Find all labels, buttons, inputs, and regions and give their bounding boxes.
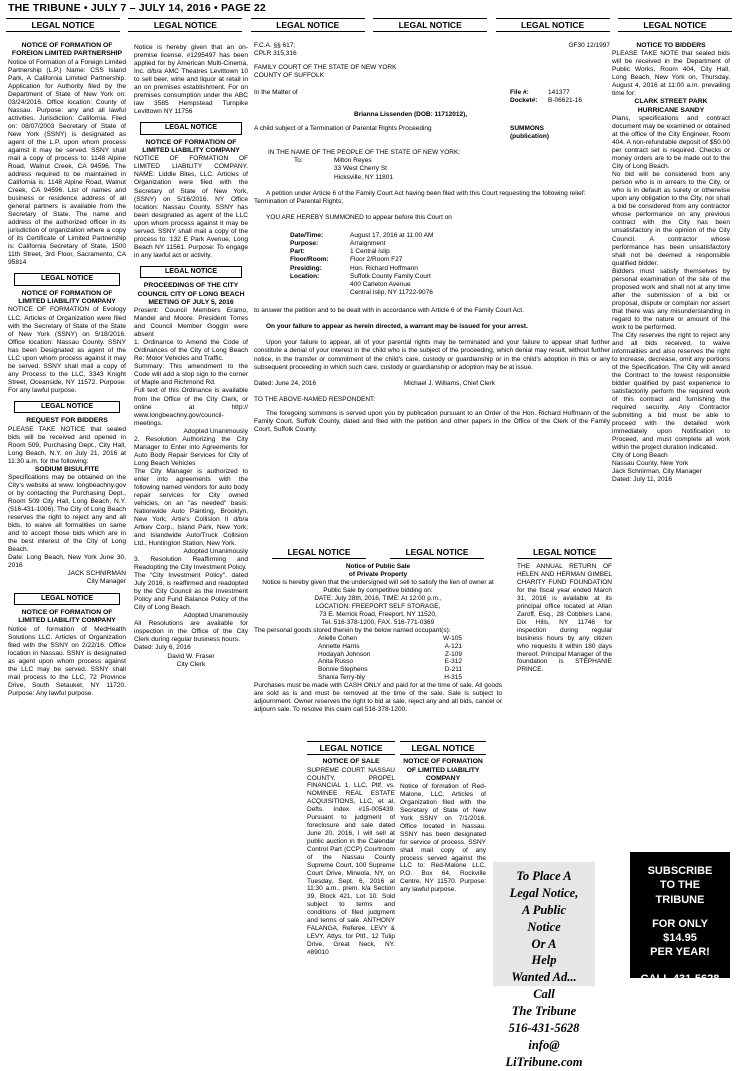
signature-name: JACK SCHNIRMAN [67,570,126,578]
notice-date: Date: Long Beach, New York June 30, 2016 [8,554,126,570]
project-name: CLARK STREET PARK [634,98,708,106]
ad-line: PER YEAR! [650,946,710,959]
occupant-row [318,643,462,651]
ad-website: LiTribune.com [505,1054,583,1069]
notice-of-sale [307,741,395,957]
notice-body: THE ANNUAL RETURN OF HELEN AND HERMAN GIMBEL CHARITY FUND FOUNDATION for the fiscal year ended March 31, 2016 is available at its principal office located at Allan Zaroff, Esq., 28 Cobblers Lane, Dix Hills, NY 11746 for inspection during regular business hours by any citizen who requests it within 180 days thereof. Principal Manager of the foundation is STEPHANIE PRINCE. [517,563,612,674]
legal-notice-label: LEGAL NOTICE [307,741,395,755]
summons-paragraph: YOU ARE HEREBY SUMMONED to appear before this Court on [266,213,452,221]
occupant-name: Anita Russo [318,658,354,666]
respondent-heading: TO THE ABOVE-NAMED RESPONDENT: [254,395,376,403]
respondent-city: Hicksville, NY 11801 [334,173,394,181]
ad-line: Or A [531,936,557,951]
ad-line: FOR ONLY [652,917,708,930]
detail-label: Floor/Room: [290,256,329,264]
legal-notice-label: LEGAL NOTICE [14,401,120,414]
signature-title: City Clerk [176,660,206,668]
notice-body: 1. Ordinance to Amend the Code of Ordinances of the City of Long Beach Re: Motor Vehicles and Traffic. [134,339,248,363]
ad-line: TRIBUNE [655,893,705,906]
summons-date: Dated: June 24, 2016 [254,379,317,387]
summons-paragraph: Upon your failure to appear, all of your parental rights may be terminated and your failure to appear shall further constitute a denial of your interest in the child who is the subject of the proceeding, which denial may result, without further notice, in the transfer or commitment of the child's care, custody or guardianship or in the child's adoption in this or any subsequent proceeding in which such care, custody or guardianship or adoption may be at issue. [254,339,610,371]
signature-line: City of Long Beach [612,452,668,460]
detail-label: Date/Time: [290,232,324,239]
notice-date: Dated: July 6, 2016 [134,644,191,652]
unit-number: A-121 [444,642,462,650]
adopted-note: Adopted Unanimously [183,427,248,435]
signature-line: Jack Schnirman, City Manager [612,468,702,476]
notice-body: Present: Council Members Eramo, Mandel and Moore. President Torres and Council Member Goggin were absent [134,307,248,339]
column-6 [612,42,730,484]
summons-paragraph: The foregoing summons is served upon you by publication pursuant to an Order of the Hon. Richard Hoffmann of the Family Court, Suffolk County, dated and filed with the petition and other papers in the Office of the Clerk of the Family Court, Suffolk County. [254,410,610,434]
page-header: THE TRIBUNE • JULY 7 – JULY 14, 2016 • PAGE 22 [8,2,266,14]
notice-title: NOTICE OF FORMATION OF LIMITED LIABILITY COMPANY [403,758,483,782]
chief-clerk: Michael J. Williams, Chief Clerk [404,379,496,387]
notice-title: PROCEEDINGS OF THE CITY COUNCIL CITY OF LONG BEACH MEETING OF JULY 5, 2016 [137,282,245,306]
notice-body: The City reserves the right to reject any and all bids received, to waive informalities and also reserves the right to increase, decrease, omit any portions of the Specification. The City will award the Contract to the lowest responsible bidder qualified by past experience to satisfactorily perform the required work of this contract and furnishing the required security. Any Contractor submitting a bid must be able to proceed with the detailed work immediately upon Notification to Proceed, and must complete all work within the project duration indicated. [612,331,730,452]
ad-line: Notice [527,919,561,934]
detail-label: Purpose: [290,240,319,248]
legal-notice-label: LEGAL NOTICE [496,18,610,32]
ad-line: SUBSCRIBE [647,865,713,877]
docket-label: Docket#: [510,96,538,104]
signature-title: City Manager [86,578,126,586]
sale-title: Notice of Public Sale [345,563,411,571]
unit-number: Z-109 [445,650,462,658]
notice-body: No bid will be considered from any person who is in arrears to the City, or who is in default as surety or otherwise upon any obligation to the City, nor shall a bid be considered from any contractor whose performance on any previous contract with the City has been unsatisfactory in the opinion of the City Council. A contractor whose performance has been unsatisfactory shall not be deemed a responsible qualified bidder. [612,171,730,267]
ad-line: Call [533,987,555,1002]
child-name: Brianna Lissenden (DOB: 11712012), [354,110,468,118]
to-label: To: [294,157,303,165]
notice-body: NOTICE OF FORMATION OF LIMITED LIABILITY COMPANY. NAME: Liddle Bites, LLC. Articles of Organization were filed with the Secretary of State of New York, (SSNY) on 5/16/2016. NY Office location: Nassau County. SSNY has been designated as agent of the LLC upon whom process against it may be served. SSNY shall mail a copy of the process to: 132 E Park Avenue, Long Beach NY 11561. Purpose: To engage in any lawful act or activity. [134,155,248,259]
ad-phone: 516-431-5628 [508,1020,580,1035]
people-heading: IN THE NAME OF THE PEOPLE OF THE STATE OF NEW YORK: [268,149,461,157]
notice-title: NOTICE OF SALE [322,758,380,766]
child-description: A child subject of a Termination of Parental Rights Proceeding [254,124,432,132]
warrant-warning: On your failure to appear as herein directed, a warrant may be issued for your arrest. [266,323,528,331]
notice-body: 3. Resolution Reaffirming and Readopting the City Investment Policy. [134,556,248,572]
ad-line: Wanted Ad... [511,970,577,985]
ad-phone: CALL 431-5628 [640,972,720,985]
sale-text: Purchases must be made with CASH ONLY and paid for at the time of sale. All goods are sold as is and must be removed at the time of the sale. Sale is subject to adjournment. Owner reserves the right to bid at sale, reject any and all bids, cancel or adjourn sale. To resolve this claim call 516-378-1200. [254,682,502,713]
ad-price: $14.95 [663,932,697,945]
notice-body: 2. Resolution Authorizing the City Manager to Enter into Agreements for Auto Body Repair Services for City of Long Beach Vehicles [134,435,248,467]
notice-title: NOTICE TO BIDDERS [636,42,706,49]
unit-number: D-211 [444,666,462,674]
ad-line: TO THE [659,879,701,892]
adopted-note: Adopted Unanimously [183,548,248,556]
file-label: File #: [510,88,529,96]
legal-notice-label: LEGAL NOTICE [14,273,120,286]
legal-notice-label: LEGAL NOTICE [390,546,484,559]
notice-body: PLEASE TAKE NOTICE that sealed bids will be received and opened in Room 509, Purchasing Dept., City Hall, Long Beach, N.Y. on July 21, 2016 at 11:30 a.m. for the following: [8,425,126,465]
notice-body: The City Manager is authorized to enter into agreements with the following named vendors for auto body repair services for City owned vehicles, on an "as needed" basis: Nationwide Auto Painting, Brooklyn, New York; Artie's Collision II d/b/a Artkev Corp., Island Park, New York; and Islandwide Auto/Truck Collision Ltd., Huntington Station, New York. [134,467,248,548]
notice-title: NOTICE OF FORMATION OF LIMITED LIABILITY COMPANY [18,289,116,306]
notice-body: Notice of Formation of a Foreign Limited Partnership (L.P.) Name: CSS Island Park, A California Limited Partnership. Application for Authority filed by the Department of State of New York on: 03/24/2016. Office location: County of Nassau. Purpose: any and all lawful activities. Jurisdiction: California. Filed on: 08/07/2003 Secretary of State of New York (SSNY) is designated as agent of the L.P. upon whom process against it may be served. SSNY shall mail a copy of process to: 1148 Alpine Road, Walnut Creek, CA 94596. The address required to be maintained in California is: 1148 Alpine Road, Walnut Creek, CA 94596. List of names and business or residence address of all general partners is available from the Secretary of State. The name and address of the authorized officer in its jurisdiction of organization where a copy of its Certificate of Limited Partnership is: California Secretary of State, 1500 11th Street, 3rd Floor, Sacramento, CA 95814 [8,58,126,267]
place-legal-notice-ad [493,862,595,1069]
legal-notice-label: LEGAL NOTICE [517,546,612,559]
legal-notice-label: LEGAL NOTICE [400,741,486,755]
detail-label: Part: [290,248,305,256]
notice-title: NOTICE OF FORMATION OF LIMITED LIABILITY COMPANY [142,138,240,155]
unit-number: H-315 [444,674,462,682]
detail-value: Hon. Richard Hoffmann [350,264,418,272]
legal-notice-label: LEGAL NOTICE [373,18,487,32]
occupant-row [318,635,462,643]
family-court-summons [254,42,610,434]
red-malone-notice [400,741,486,894]
ad-line: A Public [521,902,567,917]
ad-line: info@ [528,1037,560,1052]
docket-number: B-06621-16 [548,96,582,104]
file-number: 141377 [548,88,570,96]
notice-body: NOTICE OF FORMATION of Evology LLC. Articles of Organization were filed with the Secretary of State of the State of New York (SSNY) on 5/18/2016. Office location: Nassau County. SSNY has been Designated as agent of the LLC upon whom process against it may be served. SSNY shall mail a copy of any Process to the LLC, 3343 Knight Street, Oceanside, NY 11572. Purpose: For any lawful purpose. [8,306,126,394]
detail-label [290,289,350,297]
signature-line: Dated: July 11, 2016 [612,476,672,484]
detail-label: Presiding: [290,264,322,272]
detail-value: August 17, 2016 at 11:00 AM [350,232,434,239]
signature-name: David W. Fraser [167,652,215,660]
unit-number: W-105 [442,634,462,642]
notice-body: All Resolutions are available for inspection in the Office of the City Clerk during regular business hours. [134,620,248,644]
ad-line: Help [531,953,557,968]
notice-body: Notice of formation of Red-Malone, LLC. Articles of Organization filed with the Secretary of State of New York SSNY on 7/1/2016. Office located in Nassau. SSNY has been designated for service of process. SSNY shall mail copy of any process served against the LLC to: Red-Malone LLC, P.O. Box 64, Rockville Centre, NY 11570. Purpose: any lawful purpose. [400,783,486,894]
subscribe-ad [630,852,730,985]
unit-number: E-312 [444,658,462,666]
detail-label: Location: [290,272,320,280]
detail-value: Arraignment [350,240,386,248]
sale-text: 73 E. Merrick Road, Freeport, NY 11520, [319,610,437,618]
annual-return-notice [517,546,612,674]
notice-body: Notice is hereby given that an on-premise license, #1295497 has been applied for by American Multi-Cinema, Inc. d/b/a AMC Theatres Levittown 10 to sell beer, wine and liquor at retail in an on premises establishment. For on premises consumption under the ABC law 3585 Hempstead Turnpike Levittown NY 11756 [134,44,248,116]
legal-notice-label: LEGAL NOTICE [618,18,732,32]
statute-ref: CPLR 315,316 [254,50,297,58]
legal-notice-label: LEGAL NOTICE [14,593,120,606]
detail-label [290,281,350,289]
notice-body: PLEASE TAKE NOTE that sealed bids will be received in the Department of Public Works, Room 404, City Hall, Long Beach, New York on, Thursday, August 4, 2016 at 11:00 a.m. prevailing time for: [612,50,730,98]
notice-body: The "City Investment Policy", dated July 2016, is reaffirmed and readopted by the City Council as the Investment Policy and Fund Balance Policy of the City of Long Beach. [134,572,248,612]
legal-notice-label: LEGAL NOTICE [128,18,242,32]
notice-title: REQUEST FOR BIDDERS [26,417,108,425]
notice-body: Plans, specifications and contract document may be examined or obtained at the office of the City Engineer, Room 404. A non-refundable deposit of $50.00 per contract set is required. Checks or money orders are to be made out to the City of Long Beach. [612,115,730,171]
signature-line: Nassau County, New York [612,460,689,468]
notice-body: Full text of this Ordinance is available from the Office of the City Clerk, or online at http:// www.longbeachny.gov/council-meetings. [134,387,248,427]
occupant-row [318,674,462,682]
occupant-row [318,658,462,666]
legal-notice-label: LEGAL NOTICE [140,266,242,279]
occupant-name: Bonnie Stephens [318,666,368,674]
notice-title: NOTICE OF FORMATION OF FOREIGN LIMITED PARTNERSHIP [11,42,123,58]
legal-notice-label: LEGAL NOTICE [140,122,242,135]
top-label-bar [6,18,732,32]
respondent-name: Milton Reyes [334,157,372,165]
ad-line: To Place A [516,869,572,883]
column-1 [8,42,126,698]
occupant-row [318,666,462,674]
summons-paragraph: A petition under Article 6 of the Family Court Act having been filed with this Court requesting the following relief: Termination of Parental Rights; [254,189,586,205]
summons-heading: SUMMONS [510,124,544,132]
ad-line: Legal Notice, [509,885,579,900]
sale-text: LOCATION: FREEPORT SELF STORAGE, [315,602,441,610]
occupant-name: Shania Terry-bly [318,674,365,682]
matter-label: In the Matter of [254,88,298,96]
adopted-note: Adopted Unanimously [183,612,248,620]
detail-value: 1 Central Islip [350,248,390,256]
summons-paragraph: to answer the petition and to be dealt with in accordance with Article 6 of the Family Court Act. [254,307,524,314]
occupant-name: Annette Harris [318,642,360,650]
project-name: HURRICANE SANDY [637,106,705,114]
column-2 [134,44,248,669]
detail-value: 400 Carleton Avenue [350,280,411,288]
occupant-row [318,651,462,659]
occupant-name: Hodayah Johnson [318,650,371,658]
detail-value: Suffolk County Family Court [350,272,431,280]
legal-notice-label: LEGAL NOTICE [272,546,366,559]
sale-text: Notice is hereby given that the undersigned will sell to satisfy the lien of owner at Public Sale by competitive bidding on: [262,579,494,595]
respondent-address: 33 West Cherry St [334,165,387,173]
bid-item: SODIUM BISULFITE [34,465,100,473]
legal-notice-label: LEGAL NOTICE [251,18,365,32]
sale-text: Tel. 516-378-1200, FAX. 516-771-0369 [321,618,435,626]
notice-title: NOTICE OF FORMATION OF LIMITED LIABILITY COMPANY [18,609,116,625]
statute-ref: F.C.A. §§ 617; [254,42,296,49]
court-name: FAMILY COURT OF THE STATE OF NEW YORK [254,64,397,72]
notice-body: Summary: This amendment to the Code will add a stop sign to the corner of Maple and Richmond Rd. [134,363,248,387]
sale-text: DATE: July 28th, 2016, TIME: At 12:00 p.m., [314,595,442,603]
court-county: COUNTY OF SUFFOLK [254,72,324,80]
notice-body: Notice of formation of MedHealth Solutions LLC. Articles of Organization filed with the SSNY on 2/22/16. Office location in Nassau. SSNY is designated as agent upon whom process against the LLC may be served. SSNY shall mail process to the LLC, 72 Province Drive, South Setauket, NY 11720. Purpose: Any lawful purpose. [8,625,126,697]
notice-body: SUPREME COURT: NASSAU COUNTY. PROPEL FINANCIAL 1, LLC, Pltf. vs. NOMINEE REAL ESTATE ACQUISITIONS, LLC, et al, Defts. Index #15-005439. Pursuant to judgment of foreclosure and sale dated June 20, 2016, I will sell at public auction in the Calendar Control Part (CCP) Courtroom of the Nassau County Supreme Court, 100 Supreme Court Drive, Mineola, NY, on Tuesday, Sept. 6, 2016 at 11:30 a.m., prem. k/a Section 39, Block 421, Lot 10. Sold subject to terms and conditions of filed judgment and terms of sale. ANTHONY FALANGA, Referee. LEVY & LEVY, Attys. for Pltf., 12 Tulip Drive, Great Neck, NY. #89010 [307,766,395,956]
form-number: GF30 12/1997 [568,42,610,49]
sale-text: The personal goods stored therein by the below named occupant(s): [254,626,451,634]
notice-body: Bidders must satisfy themselves by personal examination of the site of the proposed work and shall not at any time after the submission of a bid or proposal, dispute or complain nor assert that there was any misunderstanding in regard to the nature or amount of the work to be performed. [612,267,730,331]
sale-title: of Private Property [348,571,408,579]
legal-notice-label: LEGAL NOTICE [6,18,120,32]
ad-line: The Tribune [511,1004,577,1018]
notice-body: Specifications may be obtained on the City's website at www. longbeachny.gov or by contacting the Purchasing Dept., Room 509 City Hall, Long Beach, N.Y. (516-431-1006). The City of Long Beach reserves the right to reject any and all bids, to waive all formalities on same and to accept those bids which are in the best interest of the City of Long Beach. [8,474,126,554]
detail-value: Central Islip, NY 11722-9076 [350,288,433,296]
summons-type: (publication) [510,133,549,140]
public-sale-notice [254,546,502,714]
occupant-name: Arielle Cohen [318,634,358,642]
detail-value: Floor 2/Room F27 [350,256,403,264]
